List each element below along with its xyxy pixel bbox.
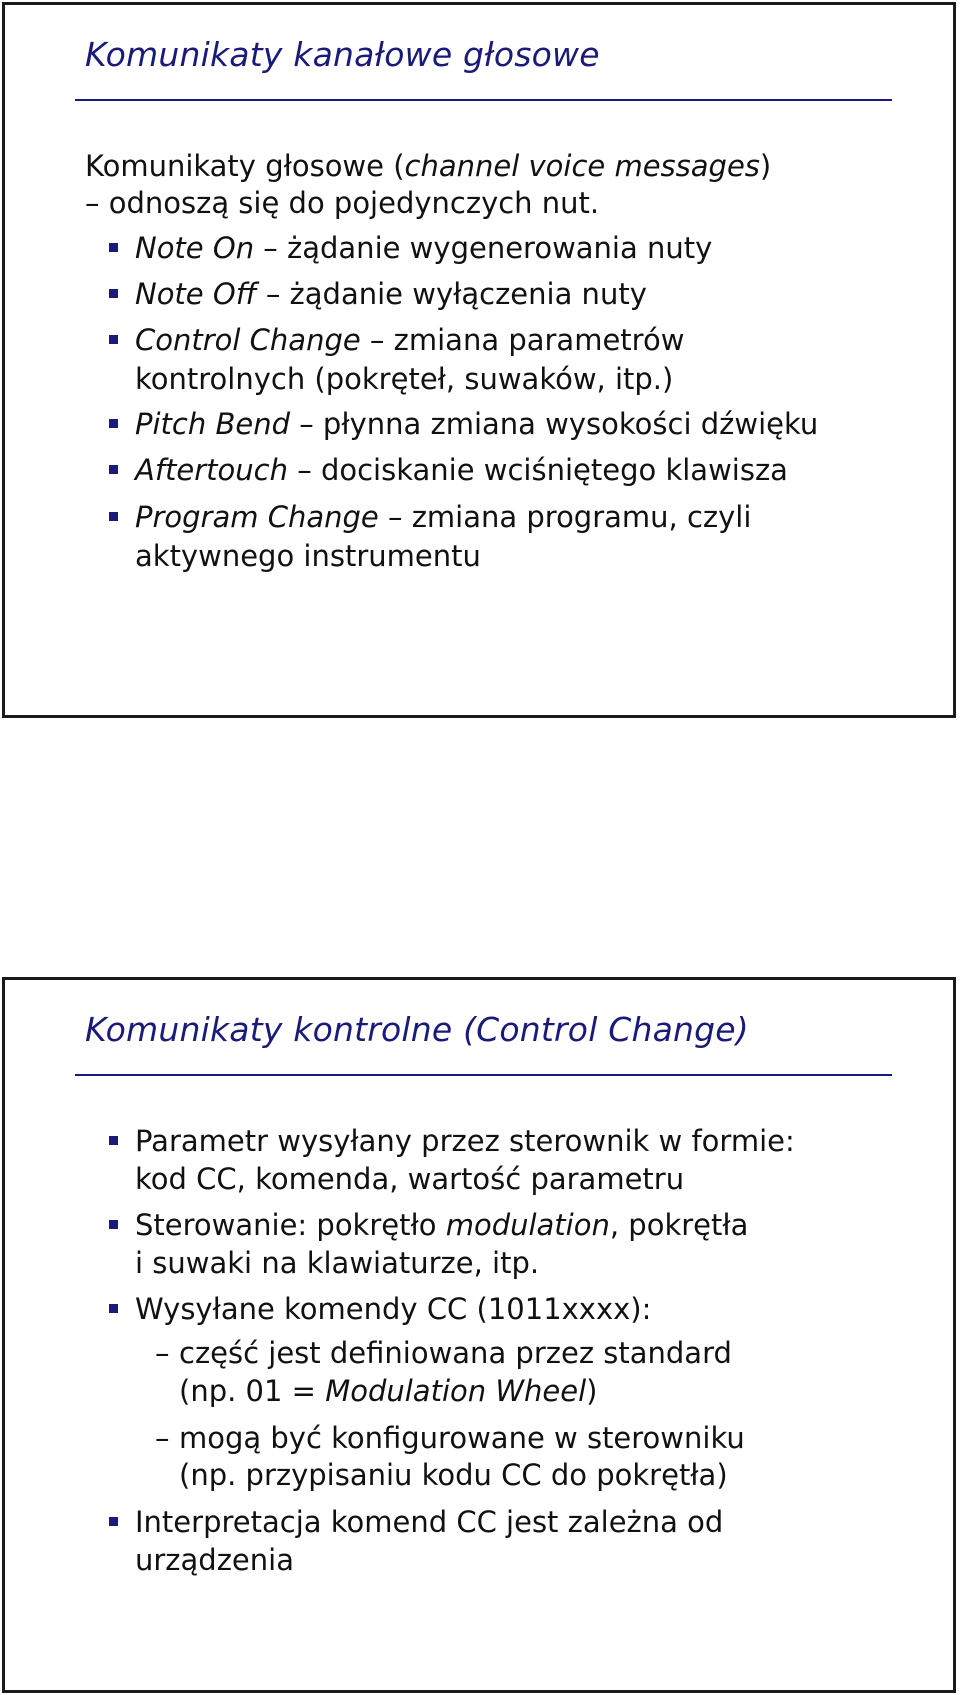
list-item-interpretation-cont: urządzenia bbox=[135, 1543, 294, 1577]
title-underline bbox=[75, 1074, 892, 1076]
list-item-note-on: Note On – żądanie wygenerowania nuty bbox=[135, 231, 713, 265]
bullet-icon bbox=[109, 289, 118, 298]
list-item-parameter: Parametr wysyłany przez sterownik w formie: bbox=[135, 1124, 795, 1158]
list-item-program-change: Program Change – zmiana programu, czyli bbox=[135, 500, 752, 534]
bullet-icon bbox=[109, 335, 118, 344]
bullet-icon bbox=[109, 1517, 118, 1526]
sub-item-configurable-cont: (np. przypisaniu kodu CC do pokrętła) bbox=[179, 1458, 728, 1492]
list-item-control-change: Control Change – zmiana parametrów bbox=[135, 323, 685, 357]
title-underline bbox=[75, 99, 892, 101]
slide-title: Komunikaty kontrolne (Control Change) bbox=[85, 1010, 749, 1049]
list-item-interpretation: Interpretacja komend CC jest zależna od bbox=[135, 1505, 724, 1539]
dash-bullet-icon: – bbox=[155, 1336, 170, 1370]
intro-line-2: – odnoszą się do pojedynczych nut. bbox=[85, 186, 600, 220]
list-item-cc-commands: Wysyłane komendy CC (1011xxxx): bbox=[135, 1292, 652, 1326]
bullet-icon bbox=[109, 1136, 118, 1145]
list-item-note-off: Note Off – żądanie wyłączenia nuty bbox=[135, 277, 647, 311]
sub-item-standard-cont: (np. 01 = Modulation Wheel) bbox=[179, 1374, 598, 1408]
bullet-icon bbox=[109, 512, 118, 521]
list-item-control: Sterowanie: pokrętło modulation, pokrętła bbox=[135, 1208, 749, 1242]
bullet-icon bbox=[109, 465, 118, 474]
sub-item-standard: część jest definiowana przez standard bbox=[179, 1336, 732, 1370]
slide-channel-voice-messages bbox=[2, 2, 956, 718]
bullet-icon bbox=[109, 1220, 118, 1229]
bullet-icon bbox=[109, 419, 118, 428]
list-item-pitch-bend: Pitch Bend – płynna zmiana wysokości dźwięku bbox=[135, 407, 819, 441]
slide-title: Komunikaty kanałowe głosowe bbox=[85, 35, 600, 74]
intro-line-1: Komunikaty głosowe (channel voice messages) bbox=[85, 149, 772, 183]
bullet-icon bbox=[109, 1304, 118, 1313]
list-item-aftertouch: Aftertouch – dociskanie wciśniętego klawisza bbox=[135, 453, 788, 487]
list-item-parameter-cont: kod CC, komenda, wartość parametru bbox=[135, 1162, 685, 1196]
bullet-icon bbox=[109, 243, 118, 252]
slide-control-change bbox=[2, 977, 956, 1693]
list-item-control-change-cont: kontrolnych (pokręteł, suwaków, itp.) bbox=[135, 362, 674, 396]
dash-bullet-icon: – bbox=[155, 1421, 170, 1455]
list-item-program-change-cont: aktywnego instrumentu bbox=[135, 539, 481, 573]
list-item-control-cont: i suwaki na klawiaturze, itp. bbox=[135, 1246, 540, 1280]
sub-item-configurable: mogą być konfigurowane w sterowniku bbox=[179, 1421, 745, 1455]
